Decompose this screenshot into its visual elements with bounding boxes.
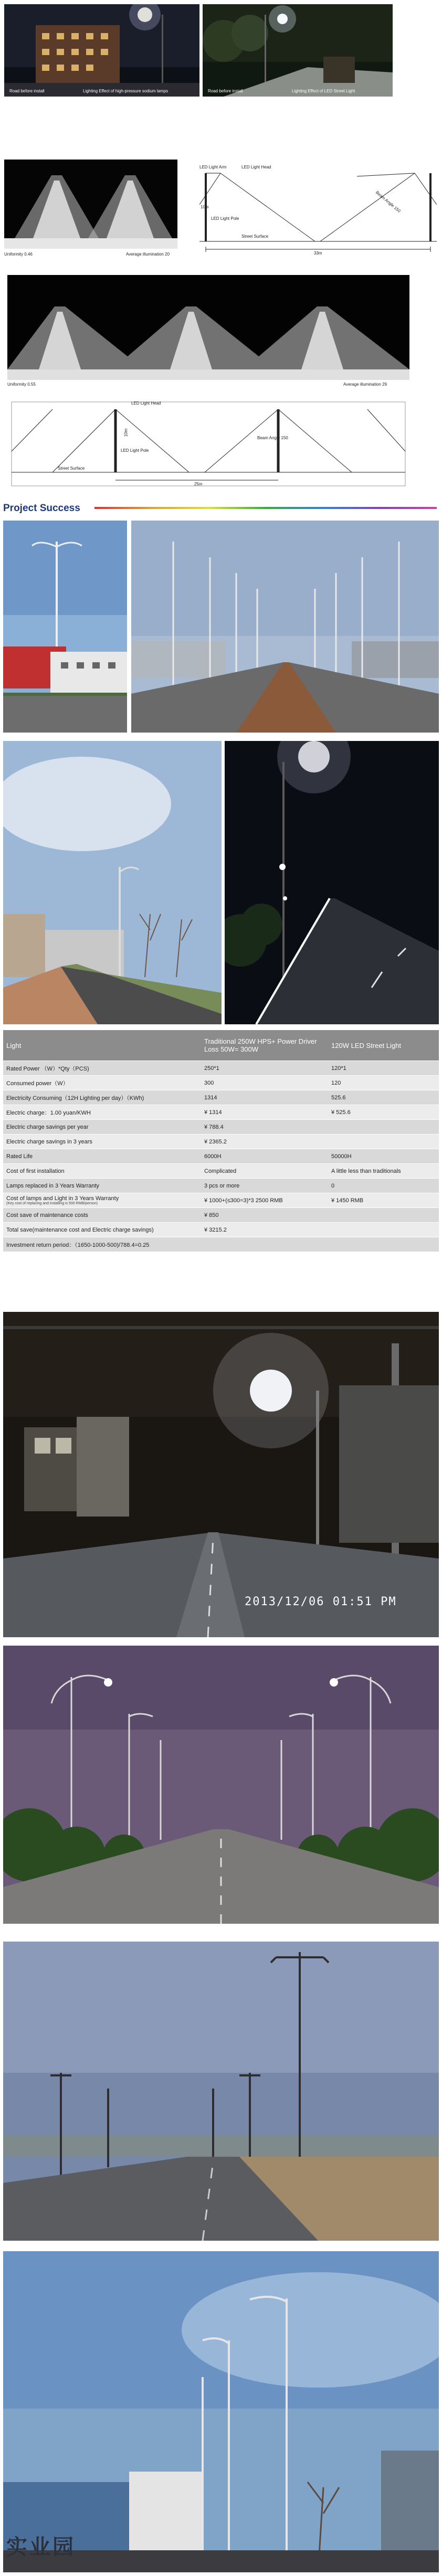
row-hps-value: ¥ 850 [201, 1208, 328, 1223]
table-header [3, 1030, 439, 1061]
cost-comparison-table [3, 1030, 439, 1252]
label-pole-1: LED Light Pole [211, 216, 239, 221]
table-row [3, 1061, 439, 1076]
table-row [3, 1090, 439, 1105]
uniformity-2: Uniformity 0.55 [7, 382, 36, 387]
row-led-value: 120 [328, 1076, 439, 1090]
label-height-1: 10m [201, 205, 209, 209]
project-photo-1 [3, 521, 127, 733]
table-row [3, 1105, 439, 1120]
header-light: Light [3, 1030, 201, 1061]
table-row [3, 1149, 439, 1164]
avg-illum-1: Average illumination 20 [126, 252, 170, 257]
row-led-value [328, 1135, 439, 1149]
row-hps-value: ¥ 788.4 [201, 1120, 328, 1135]
row-label: Lamps replaced in 3 Years Warranty [3, 1179, 201, 1193]
row-label: Rated Power （W）*Qty（PCS) [3, 1061, 201, 1076]
table-row [3, 1120, 439, 1135]
row-label: Investment return period：（1650-1000-500)/788.4=0.25 [3, 1237, 201, 1252]
caption-before-2: Road before install [208, 89, 243, 93]
row-hps-value: 6000H [201, 1149, 328, 1164]
rainbow-divider [94, 507, 437, 509]
row-label: Rated Life [3, 1149, 201, 1164]
row-led-value: 120*1 [328, 1061, 439, 1076]
row-hps-value: 3 pcs or more [201, 1179, 328, 1193]
table-row [3, 1193, 439, 1208]
row-label: Total save(maintenance cost and Electric charge savings) [3, 1223, 201, 1237]
pole-diagram-2 [10, 399, 407, 493]
row-led-value [328, 1208, 439, 1223]
label-surface-1: Street Surface [241, 234, 269, 239]
row-hps-value: 1314 [201, 1090, 328, 1105]
campus-sign-text: 实业园 [6, 2535, 76, 2559]
label-arm-1: LED Light Arm [199, 165, 227, 169]
row-led-value: 525.6 [328, 1090, 439, 1105]
header-hps: Traditional 250W HPS+ Power Driver Loss 50W= 300W [201, 1030, 328, 1061]
row-led-value [328, 1237, 439, 1252]
label-height-2: 10m [123, 428, 129, 437]
row-hps-value: 250*1 [201, 1061, 328, 1076]
pole-diagram-1 [199, 157, 437, 262]
row-led-value: ¥ 525.6 [328, 1105, 439, 1120]
section-title: Project Success [3, 503, 80, 514]
row-led-value [328, 1223, 439, 1237]
row-hps-value: ¥ 3215.2 [201, 1223, 328, 1237]
row-led-value: 0 [328, 1179, 439, 1193]
project-photo-3 [3, 741, 222, 1024]
row-label: Electric charge savings in 3 years [3, 1135, 201, 1149]
row-label: Electricity Consuming（12H Lighting per day）（KWh) [3, 1090, 201, 1105]
caption-hps: Lighting Effect of high-pressure sodium lamps [83, 89, 169, 93]
night-street-photo [3, 1312, 439, 1637]
row-hps-value: 300 [201, 1076, 328, 1090]
project-photo-4 [225, 741, 439, 1024]
photo-timestamp: 2013/12/06 01:51 PM [245, 1595, 397, 1608]
table-row [3, 1164, 439, 1179]
row-label: Electric charge：1.00 yuan/KWH [3, 1105, 201, 1120]
label-surface-2: Street Surface [58, 466, 85, 471]
avg-illum-2: Average illumination 29 [343, 382, 387, 387]
label-beam-2: Beam Angle 150 [257, 436, 288, 440]
row-label: Electric charge savings per year [3, 1120, 201, 1135]
row-label: Consumed power（W） [3, 1076, 201, 1090]
label-pole-2: LED Light Pole [121, 448, 149, 453]
row-hps-value: Complicated [201, 1164, 328, 1179]
header-led: 120W LED Street Light [328, 1030, 439, 1061]
row-hps-value: ¥ 2365.2 [201, 1135, 328, 1149]
table-row [3, 1135, 439, 1149]
row-led-value: A little less than traditionals [328, 1164, 439, 1179]
label-beam-1: Beam Angle 150 [374, 190, 402, 214]
photo-hps-lighting [4, 4, 199, 97]
row-hps-value [201, 1237, 328, 1252]
row-led-value: 50000H [328, 1149, 439, 1164]
uniformity-1: Uniformity 0.46 [4, 252, 33, 257]
row-label: Cost of first installation [3, 1164, 201, 1179]
row-led-value: ¥ 1450 RMB [328, 1193, 439, 1208]
caption-led: Lighting Effect of LED Street Light [292, 89, 355, 93]
row-note: (Key cost of replacing and installing is 500 RMB/person) [6, 1201, 98, 1205]
label-head-2: LED Light Head [131, 401, 161, 406]
illumination-render-1 [4, 160, 177, 249]
label-span-1: 33m [314, 251, 322, 256]
blue-sky-campus-photo [3, 2251, 439, 2572]
photo-led-lighting [203, 4, 393, 97]
row-hps-value: ¥ 1314 [201, 1105, 328, 1120]
overcast-road-photo [3, 1942, 439, 2241]
table-row [3, 1076, 439, 1090]
row-hps-value: ¥ 1000+(≤300=3)*3 2500 RMB [201, 1193, 328, 1208]
table-row [3, 1237, 439, 1252]
table-row [3, 1179, 439, 1193]
row-led-value [328, 1120, 439, 1135]
project-photo-2 [131, 521, 439, 733]
illumination-render-2 [7, 275, 409, 380]
label-span-2: 25m [194, 482, 203, 486]
row-label: Cost save of maintenance costs [3, 1208, 201, 1223]
table-row [3, 1223, 439, 1237]
row-label-text: Cost of lamps and Light in 3 Years Warranty [6, 1195, 119, 1202]
table-row [3, 1208, 439, 1223]
dusk-boulevard-photo [3, 1646, 439, 1924]
row-label [3, 1193, 201, 1208]
caption-before: Road before install [9, 89, 45, 93]
label-head-1: LED Light Head [241, 165, 271, 169]
